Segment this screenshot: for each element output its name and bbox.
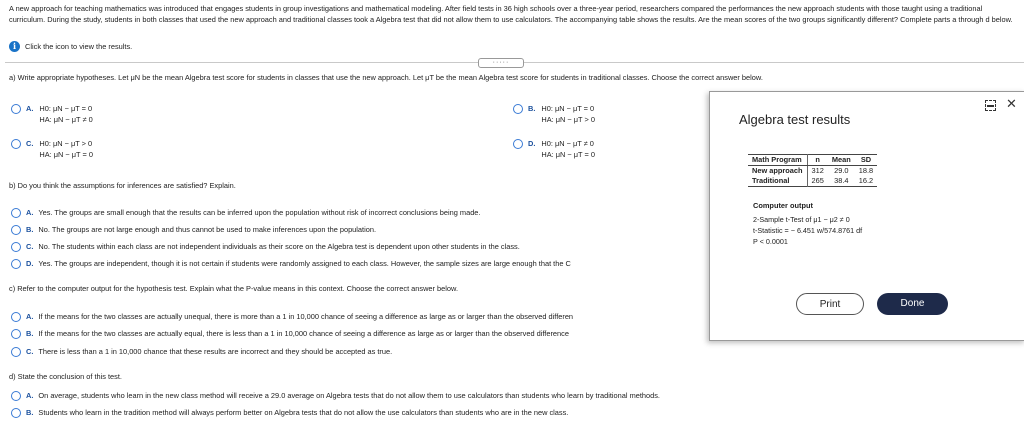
print-button[interactable]: Print [796, 293, 864, 315]
radio-button[interactable] [11, 104, 21, 114]
output-line: 2-Sample t-Test of μ1 − μ2 ≠ 0 [753, 215, 850, 224]
option-text: Yes. The groups are independent, though it is not certain if students were randomly assigned to each class. However, the sample sizes are large enough that the C [38, 259, 571, 268]
output-line: P < 0.0001 [753, 237, 788, 246]
radio-button[interactable] [11, 208, 21, 218]
radio-button[interactable] [11, 225, 21, 235]
radio-button[interactable] [11, 312, 21, 322]
header-cell: Mean [828, 155, 855, 166]
option-letter: C. [26, 347, 34, 356]
table-cell: 16.2 [858, 176, 874, 185]
part-b-option-c[interactable] [11, 241, 520, 252]
done-button[interactable]: Done [877, 293, 948, 315]
radio-button[interactable] [513, 104, 523, 114]
part-d-question: d) State the conclusion of this test. [9, 372, 122, 381]
radio-button[interactable] [11, 329, 21, 339]
part-c-option-b[interactable] [11, 328, 569, 339]
alt-hypothesis: HA: μN − μT ≠ 0 [39, 115, 93, 124]
part-a-option-a[interactable] [11, 103, 93, 125]
part-c-option-c[interactable] [11, 346, 392, 357]
null-hypothesis: H0: μN − μT ≠ 0 [541, 139, 594, 148]
option-text: No. The students within each class are not independent individuals as their score on the Algebra test is dependent upon other students in the class. [38, 242, 520, 251]
table-cell: 38.4 [834, 176, 849, 185]
table-row [748, 176, 877, 187]
radio-button[interactable] [11, 242, 21, 252]
option-letter: B. [26, 408, 34, 417]
results-dialog [709, 91, 1024, 341]
option-letter: A. [26, 312, 34, 321]
table-cell: 265 [807, 176, 828, 187]
option-text: If the means for the two classes are actually equal, there is less than a 1 in 10,000 chance of seeing a difference as large as or larger than the observed difference [38, 329, 569, 338]
header-cell: SD [855, 155, 877, 166]
part-a-option-d[interactable] [513, 138, 595, 160]
part-d-option-a[interactable] [11, 390, 660, 401]
part-d-option-b[interactable] [11, 407, 568, 418]
option-text: There is less than a 1 in 10,000 chance that these results are incorrect and they should be accepted as true. [38, 347, 393, 356]
alt-hypothesis: HA: μN − μT > 0 [541, 115, 595, 124]
view-results-label: Click the icon to view the results. [25, 41, 133, 51]
header-cell: Math Program [748, 155, 807, 166]
radio-button[interactable] [11, 408, 21, 418]
option-letter: D. [528, 139, 536, 148]
option-letter: A. [26, 391, 34, 400]
alt-hypothesis: HA: μN − μT = 0 [541, 150, 595, 159]
part-b-option-a[interactable] [11, 207, 480, 218]
divider-handle[interactable]: ····· [478, 58, 524, 68]
radio-button[interactable] [11, 259, 21, 269]
part-b-option-d[interactable] [11, 258, 571, 269]
null-hypothesis: H0: μN − μT = 0 [39, 104, 93, 113]
option-letter: D. [26, 259, 34, 268]
part-c-question: c) Refer to the computer output for the hypothesis test. Explain what the P-value means in this context. Choose the correct answer below. [9, 284, 459, 293]
minimize-icon[interactable] [985, 100, 996, 111]
null-hypothesis: H0: μN − μT = 0 [541, 104, 595, 113]
dialog-title: Algebra test results [739, 112, 851, 127]
part-b-option-b[interactable] [11, 224, 376, 235]
results-table [748, 154, 877, 187]
problem-intro: A new approach for teaching mathematics was introduced that engages students in group investigations and mathematical modeling. After field tests in 36 high schools over a three-year period, researchers compared the performances the new approach students with those taught using a traditional curriculum. During the study, students in both classes that used the new approach and traditional classes took a Algebra test that did not allow them to use calculators. The accompanying table shows the results. Are the mean scores of the two groups significantly different? Complete parts a through d below. [9, 4, 1013, 24]
table-cell: New approach [752, 166, 803, 175]
alt-hypothesis: HA: μN − μT = 0 [39, 150, 93, 159]
null-hypothesis: H0: μN − μT > 0 [39, 139, 93, 148]
info-icon[interactable]: i [9, 41, 20, 52]
table-cell: 312 [807, 166, 828, 177]
part-a-question: a) Write appropriate hypotheses. Let μN be the mean Algebra test score for students in classes that use the new approach. Let μT be the mean Algebra test score for students in traditional classes. Choose the correct answer below. [9, 73, 763, 82]
option-letter: C. [26, 242, 34, 251]
table-header-row [748, 155, 877, 166]
option-letter: B. [26, 225, 34, 234]
radio-button[interactable] [11, 139, 21, 149]
computer-output-title: Computer output [753, 201, 813, 210]
option-text: Yes. The groups are small enough that the results can be inferred upon the population without risk of incorrect conclusions being made. [38, 208, 481, 217]
radio-button[interactable] [11, 347, 21, 357]
part-b-question: b) Do you think the assumptions for inferences are satisfied? Explain. [9, 181, 236, 190]
table-cell: 29.0 [834, 166, 849, 175]
output-line: t-Statistic = − 6.451 w/574.8761 df [753, 226, 863, 235]
option-letter: C. [26, 139, 34, 148]
option-text: If the means for the two classes are actually unequal, there is more than a 1 in 10,000 chance of seeing a difference as large as or larger than the observed differen [38, 312, 574, 321]
table-cell: 18.8 [858, 166, 874, 175]
option-letter: A. [26, 208, 34, 217]
option-letter: B. [26, 329, 34, 338]
table-cell: Traditional [752, 176, 790, 185]
option-letter: A. [26, 104, 34, 113]
part-c-option-a[interactable] [11, 311, 573, 322]
radio-button[interactable] [513, 139, 523, 149]
view-results-link[interactable] [9, 40, 132, 52]
table-row [748, 166, 877, 177]
option-text: Students who learn in the tradition method will always perform better on Algebra tests that do not allow the use calculators than students who are in the new class. [38, 408, 569, 417]
option-text: On average, students who learn in the new class method will receive a 29.0 average on Algebra tests that do not allow them to use calculators than students who learn by traditional methods. [38, 391, 660, 400]
close-icon[interactable]: ✕ [1006, 96, 1017, 111]
option-text: No. The groups are not large enough and thus cannot be used to make inferences upon the population. [38, 225, 377, 234]
part-a-option-b[interactable] [513, 103, 595, 125]
option-letter: B. [528, 104, 536, 113]
header-cell: n [807, 155, 828, 166]
part-a-option-c[interactable] [11, 138, 93, 160]
radio-button[interactable] [11, 391, 21, 401]
